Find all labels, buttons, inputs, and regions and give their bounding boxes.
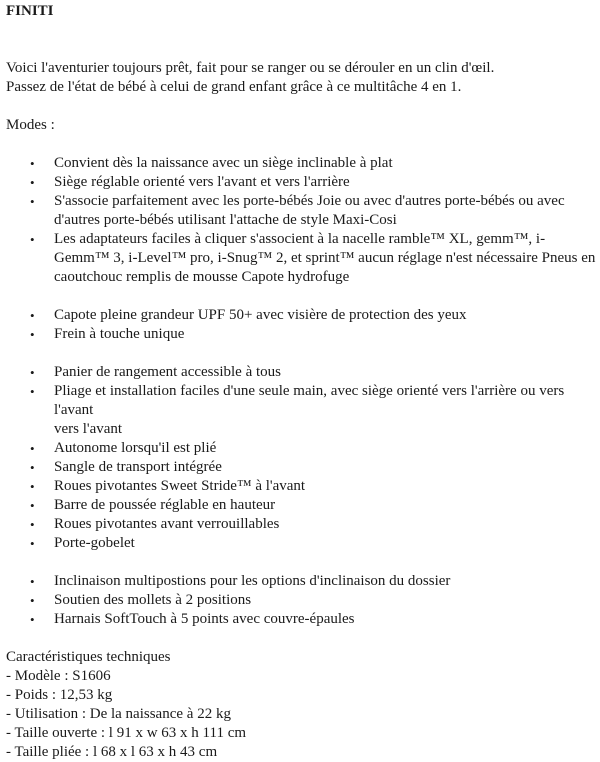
- list-item: • Sangle de transport intégrée: [30, 459, 222, 475]
- list-item: • Frein à touche unique: [30, 326, 185, 342]
- bullet-icon: •: [30, 536, 35, 551]
- list-item: • Autonome lorsqu'il est plié: [30, 440, 217, 456]
- features-group-1: [6, 154, 600, 287]
- bullet-icon: •: [30, 498, 35, 513]
- bullet-icon: •: [30, 156, 35, 171]
- list-item: • Porte-gobelet: [30, 535, 135, 551]
- list-item: • Inclinaison multipostions pour les options d'inclinaison du dossier: [30, 573, 451, 589]
- spec-line: - Modèle : S1606: [6, 668, 111, 684]
- bullet-icon: •: [30, 479, 35, 494]
- bullet-icon: •: [30, 460, 35, 475]
- list-item: • Capote pleine grandeur UPF 50+ avec visière de protection des yeux: [30, 307, 467, 323]
- bullet-icon: •: [30, 327, 35, 342]
- bullet-icon: •: [30, 517, 35, 532]
- list-item: • Roues pivotantes Sweet Stride™ à l'avant: [30, 478, 306, 494]
- list-item: • S'associe parfaitement avec les porte-bébés Joie ou avec d'autres porte-bébés ou avec d'autres porte-bébés utilisant l'attache de style Maxi-Cosi: [30, 193, 565, 228]
- list-item: • Harnais SoftTouch à 5 points avec couvre-épaules: [30, 611, 355, 627]
- list-item: • Barre de poussée réglable en hauteur: [30, 497, 276, 513]
- bullet-icon: •: [30, 612, 35, 627]
- bullet-icon: •: [30, 384, 35, 399]
- spec-line: - Utilisation : De la naissance à 22 kg: [6, 706, 231, 722]
- intro-line: Voici l'aventurier toujours prêt, fait pour se ranger ou se dérouler en un clin d'œil.: [6, 60, 495, 76]
- list-item: • Panier de rangement accessible à tous: [30, 364, 281, 380]
- features-group-4: [6, 572, 600, 629]
- list-item: • Pliage et installation faciles d'une seule main, avec siège orienté vers l'arrière ou vers l'avant vers l'avant: [30, 383, 565, 437]
- bullet-icon: •: [30, 574, 35, 589]
- bullet-icon: •: [30, 194, 35, 209]
- list-item: • Roues pivotantes avant verrouillables: [30, 516, 280, 532]
- spec-line: - Taille pliée : l 68 x l 63 x h 43 cm: [6, 744, 218, 760]
- specs-title: Caractéristiques techniques: [6, 649, 171, 665]
- list-item: • Les adaptateurs faciles à cliquer s'associent à la nacelle ramble™ XL, gemm™, i-Gemm™ 3, i-Level™ pro, i-Snug™ 2, et sprint™ aucun réglage n'est nécessaire Pneus en caoutchouc remplis de mousse Capote hydrofuge: [30, 231, 596, 285]
- bullet-icon: •: [30, 365, 35, 380]
- spec-line: - Taille ouverte : l 91 x w 63 x h 111 cm: [6, 725, 247, 741]
- spec-line: - Poids : 12,53 kg: [6, 687, 113, 703]
- bullet-icon: •: [30, 308, 35, 323]
- product-title: FINITI: [6, 3, 54, 19]
- bullet-icon: •: [30, 593, 35, 608]
- list-item: • Soutien des mollets à 2 positions: [30, 592, 252, 608]
- list-item: • Siège réglable orienté vers l'avant et vers l'arrière: [30, 174, 350, 190]
- bullet-icon: •: [30, 175, 35, 190]
- list-item: • Convient dès la naissance avec un siège inclinable à plat: [30, 155, 393, 171]
- features-group-3: [6, 363, 600, 553]
- bullet-icon: •: [30, 232, 35, 247]
- bullet-icon: •: [30, 441, 35, 456]
- modes-label: Modes :: [6, 117, 55, 133]
- intro-line: Passez de l'état de bébé à celui de grand enfant grâce à ce multitâche 4 en 1.: [6, 79, 462, 95]
- features-group-2: [6, 306, 600, 344]
